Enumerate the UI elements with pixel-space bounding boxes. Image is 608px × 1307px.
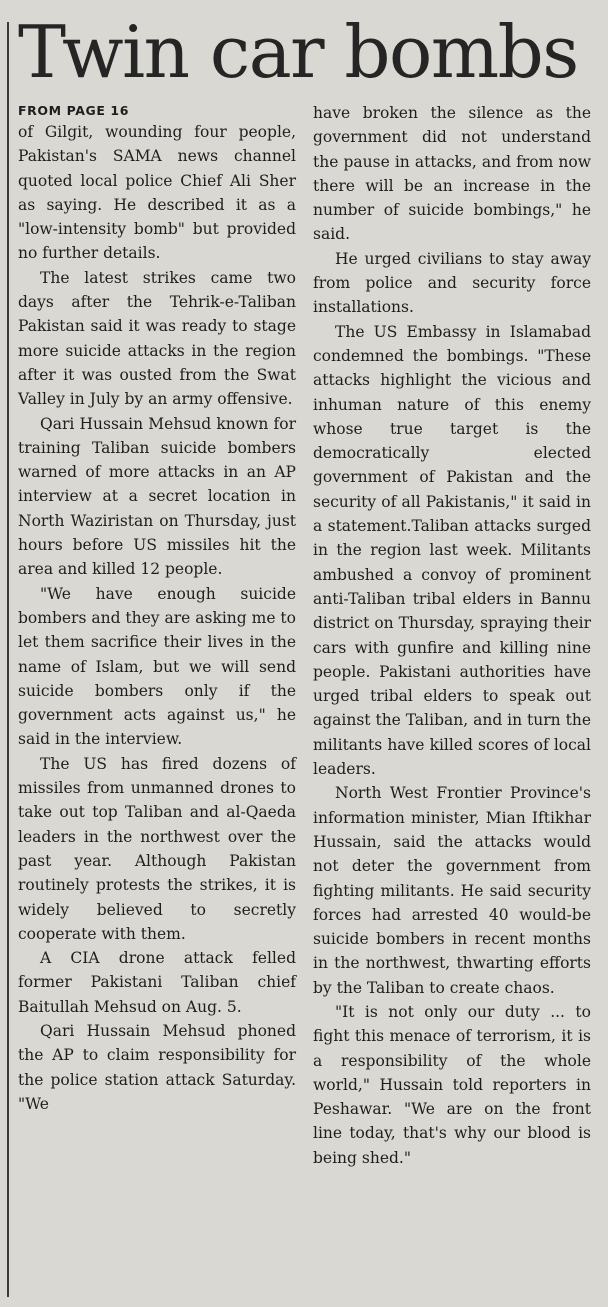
column-rule — [7, 22, 9, 1297]
paragraph: The US has fired dozens of missiles from unmanned drones to take out top Taliban and al-Qaeda leaders in the northwest over the past year. Although Pakistan routinely protests the strikes, it is widely believed to secretly cooperate with them. — [18, 754, 296, 943]
paragraph: Qari Hussain Mehsud phoned the AP to claim responsibility for the police station attack Saturday. "We — [18, 1021, 296, 1113]
paragraph: A CIA drone attack felled former Pakistani Taliban chief Baitullah Mehsud on Aug. 5. — [18, 949, 296, 1016]
paragraph: North West Frontier Province's information minister, Mian Iftikhar Hussain, said the attacks would not deter the government from fighting militants. He said security forces had arrested 40 would-be suicide bombers in recent months in the northwest, thwarting efforts by the Taliban to create chaos. — [313, 784, 591, 997]
paragraph: The latest strikes came two days after the Tehrik-e-Taliban Pakistan said it was ready to stage more suicide attacks in the region after it was ousted from the Swat Valley in July by an army offensive. — [18, 268, 296, 409]
paragraph: "We have enough suicide bombers and they are asking me to let them sacrifice their lives in the name of Islam, but we will send suicide bombers only if the government acts against us," he said in the interview. — [18, 584, 296, 749]
paragraph: He urged civilians to stay away from police and security force installations. — [313, 249, 591, 317]
continuation-label: FROM PAGE 16 — [18, 103, 130, 118]
paragraph: Qari Hussain Mehsud known for training Taliban suicide bombers warned of more attacks in an AP interview at a secret location in North Waziristan on Thursday, just hours before US missiles hit the area and killed 12 people. — [18, 414, 296, 579]
paragraph: "It is not only our duty ... to fight this menace of terrorism, it is a responsibility of the whole world," Hussain told reporters in Peshawar. "We are on the front line today, that's why our blood is being shed." — [313, 1002, 591, 1167]
article-column-right — [313, 101, 591, 1170]
paragraph: have broken the silence as the government did not understand the pause in attacks, and from now there will be an increase in the number of suicide bombings," he said. — [313, 104, 591, 244]
paragraph: The US Embassy in Islamabad condemned the bombings. "These attacks highlight the vicious and inhuman nature of this enemy whose true target is the democratically elected government of Pakistan and the security of all Pakistanis," it said in a statement.Taliban attacks surged in the region last week. Militants ambushed a convoy of prominent anti-Taliban tribal elders in Bannu district on Thursday, spraying their cars with gunfire and killing nine people. Pakistani authorities have urged tribal elders to speak out against the Taliban, and in turn the militants have killed scores of local leaders. — [313, 322, 591, 779]
paragraph: of Gilgit, wounding four people, Pakistan's SAMA news channel quoted local police Chief Ali Sher as saying. He described it as a "low-intensity bomb" but provided no further details. — [18, 123, 296, 263]
article-column-left — [18, 101, 296, 1116]
headline: Twin car bombs — [18, 10, 578, 94]
